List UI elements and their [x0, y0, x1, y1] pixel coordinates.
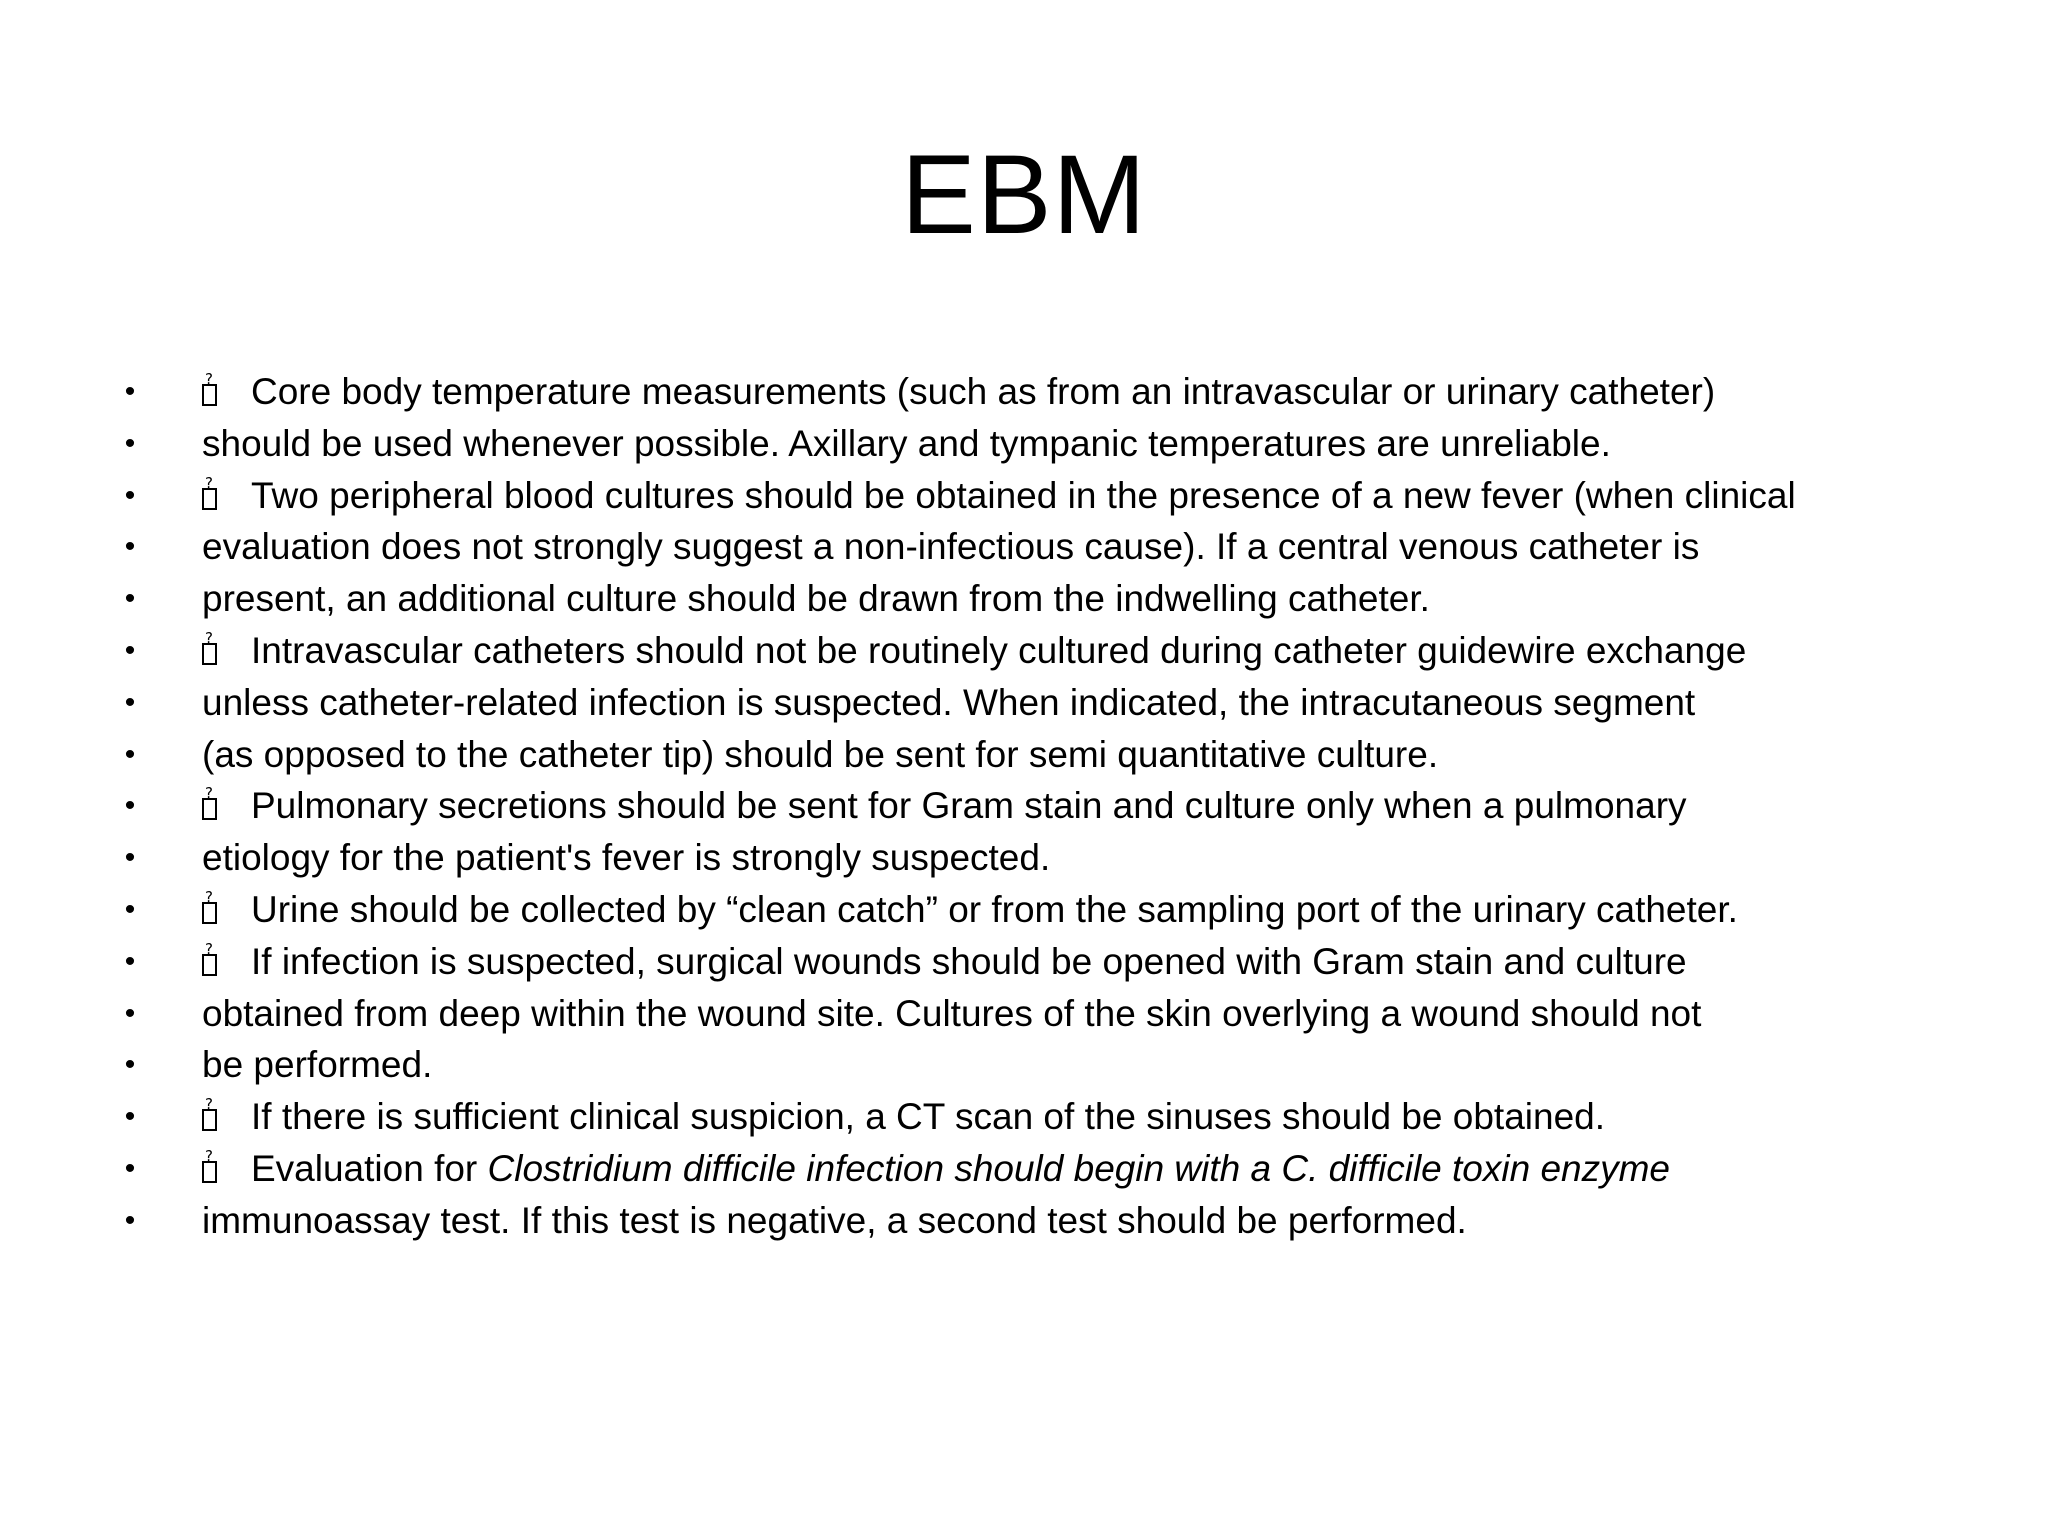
- missing-glyph-icon: [202, 954, 217, 976]
- list-item: [118, 988, 1978, 1040]
- missing-glyph-icon: [202, 1161, 217, 1183]
- missing-glyph-icon: [202, 902, 217, 924]
- bullet-dot-icon: •: [124, 478, 136, 512]
- missing-glyph-icon: [202, 1109, 217, 1131]
- list-item: [118, 1143, 1978, 1195]
- missing-glyph-icon: [202, 643, 217, 665]
- italic-text: Clostridium difficile infection should begin with a C. difficile toxin enzyme: [487, 1147, 1671, 1189]
- bullet-list: [118, 366, 1978, 1247]
- list-item: [118, 832, 1978, 884]
- bullet-dot-icon: •: [124, 996, 136, 1030]
- bullet-dot-icon: •: [124, 737, 136, 771]
- list-item: [118, 729, 1978, 781]
- bullet-dot-icon: •: [124, 1100, 136, 1134]
- bullet-dot-icon: •: [124, 1203, 136, 1237]
- bullet-dot-icon: •: [124, 530, 136, 564]
- bullet-text: ? Pulmonary secretions should be sent for Gram stain and culture only when a pulmonary: [202, 780, 1687, 832]
- list-item: [118, 780, 1978, 832]
- bullet-text: be performed.: [202, 1044, 433, 1086]
- list-item: [118, 625, 1978, 677]
- bullet-text: ? If infection is suspected, surgical wounds should be opened with Gram stain and culture: [202, 936, 1687, 988]
- bullet-text: ? Two peripheral blood cultures should be obtained in the presence of a new fever (when clinical: [202, 470, 1796, 522]
- missing-glyph-icon: [202, 798, 217, 820]
- list-item: [118, 470, 1978, 522]
- list-item: [118, 521, 1978, 573]
- bullet-text: evaluation does not strongly suggest a non-infectious cause). If a central venous catheter is: [202, 526, 1700, 568]
- missing-glyph-icon: [202, 488, 217, 510]
- bullet-text: present, an additional culture should be drawn from the indwelling catheter.: [202, 578, 1430, 620]
- list-item: [118, 677, 1978, 729]
- bullet-text: ? Intravascular catheters should not be routinely cultured during catheter guidewire exchange: [202, 625, 1746, 677]
- bullet-text: ? If there is sufficient clinical suspicion, a CT scan of the sinuses should be obtained.: [202, 1091, 1605, 1143]
- bullet-dot-icon: •: [124, 841, 136, 875]
- bullet-text: obtained from deep within the wound site. Cultures of the skin overlying a wound should not: [202, 992, 1702, 1034]
- bullet-dot-icon: •: [124, 1151, 136, 1185]
- bullet-text: should be used whenever possible. Axillary and tympanic temperatures are unreliable.: [202, 422, 1611, 464]
- bullet-text: ? Urine should be collected by “clean catch” or from the sampling port of the urinary catheter.: [202, 884, 1738, 936]
- bullet-text: immunoassay test. If this test is negative, a second test should be performed.: [202, 1199, 1467, 1241]
- bullet-dot-icon: •: [124, 892, 136, 926]
- bullet-text: (as opposed to the catheter tip) should be sent for semi quantitative culture.: [202, 733, 1439, 775]
- bullet-dot-icon: •: [124, 789, 136, 823]
- list-item: [118, 418, 1978, 470]
- list-item: [118, 1195, 1978, 1247]
- bullet-text: unless catheter-related infection is suspected. When indicated, the intracutaneous segment: [202, 681, 1696, 723]
- bullet-text: etiology for the patient's fever is strongly suspected.: [202, 837, 1051, 879]
- bullet-dot-icon: •: [124, 944, 136, 978]
- bullet-text: ? Core body temperature measurements (such as from an intravascular or urinary catheter): [202, 366, 1715, 418]
- bullet-dot-icon: •: [124, 1048, 136, 1082]
- bullet-dot-icon: •: [124, 375, 136, 408]
- list-item: [118, 884, 1978, 936]
- list-item: [118, 936, 1978, 988]
- slide-title: EBM: [901, 132, 1147, 257]
- bullet-dot-icon: •: [124, 582, 136, 616]
- list-item: [118, 1039, 1978, 1091]
- bullet-dot-icon: •: [124, 426, 136, 460]
- list-item: [118, 573, 1978, 625]
- missing-glyph-icon: [202, 384, 217, 406]
- list-item: [118, 366, 1978, 418]
- bullet-text: ? Evaluation for Clostridium difficile infection should begin with a C. difficile toxin enzyme: [202, 1143, 1670, 1195]
- bullet-dot-icon: •: [124, 685, 136, 719]
- bullet-dot-icon: •: [124, 633, 136, 667]
- list-item: [118, 1091, 1978, 1143]
